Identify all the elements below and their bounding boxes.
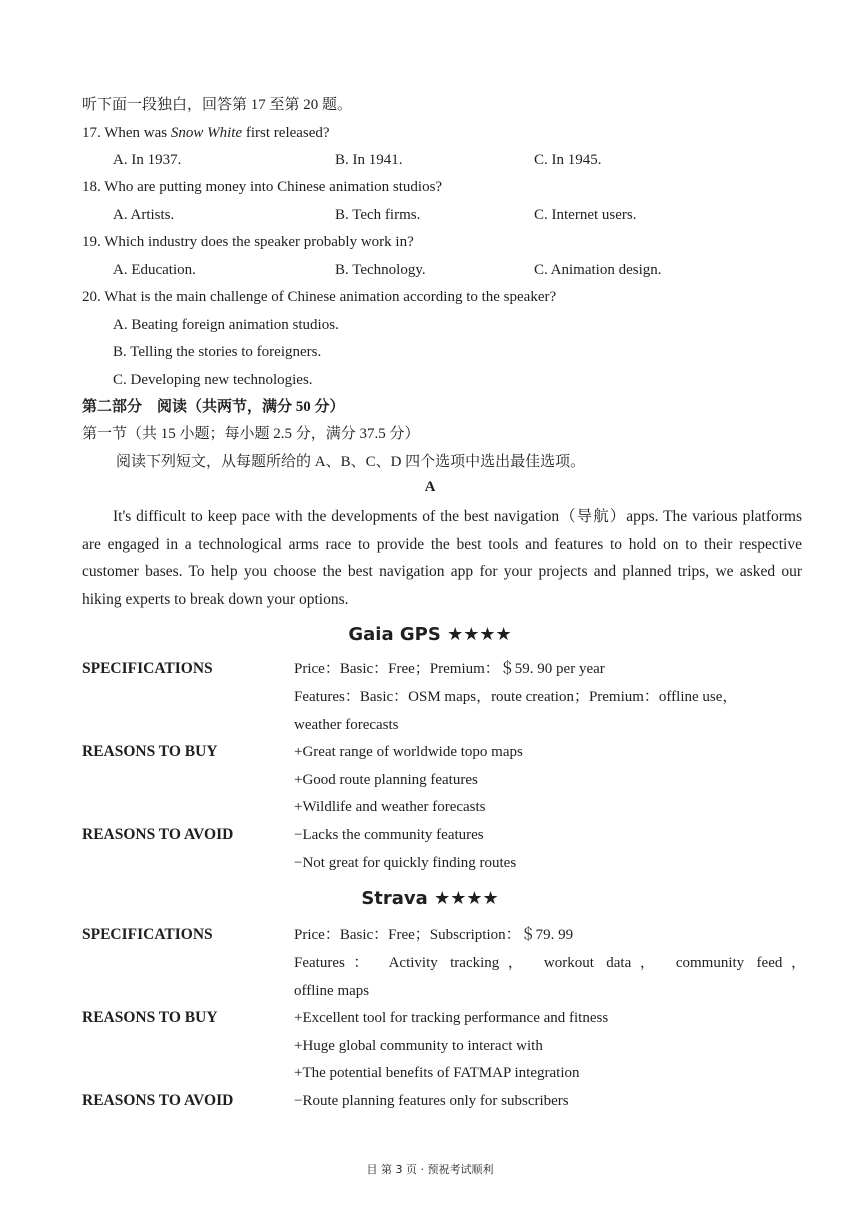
strava-buy-item: +Excellent tool for tracking performance and fitness: [294, 1010, 609, 1026]
app-title-gaia-gps: Gaia GPS ★★★★: [348, 624, 512, 645]
strava-features: Features： Activity tracking， workout data， community feed，: [294, 955, 806, 971]
strava-features-cont: offline maps: [294, 983, 370, 999]
strava-avoid-label: REASONS TO AVOID: [82, 1092, 234, 1109]
q17-option-c: C. In 1945.: [534, 152, 602, 168]
reading-section-title: 第一节（共 15 小题；每小题 2.5 分，满分 37.5 分）: [82, 426, 420, 442]
gaia-spec-label: SPECIFICATIONS: [82, 660, 213, 677]
q17-option-b: B. In 1941.: [335, 152, 403, 168]
passage-letter: A: [424, 479, 436, 495]
q20-option-a: A. Beating foreign animation studios.: [113, 317, 339, 333]
reading-instruction: 阅读下列短文，从每题所给的 A、B、C、D 四个选项中选出最佳选项。: [116, 454, 586, 470]
q17-option-a: A. In 1937.: [113, 152, 182, 168]
gaia-avoid-item: −Not great for quickly finding routes: [294, 855, 517, 871]
question-19-stem: 19. Which industry does the speaker probably work in?: [82, 234, 414, 250]
strava-avoid-item: −Route planning features only for subscribers: [294, 1093, 569, 1109]
page-footer: 目 第 3 页 · 预祝考试顺利: [366, 1163, 494, 1176]
app-title-strava: Strava ★★★★: [361, 888, 499, 909]
question-20-stem: 20. What is the main challenge of Chinese animation according to the speaker?: [82, 289, 557, 305]
gaia-buy-item: +Good route planning features: [294, 772, 478, 788]
strava-buy-item: +Huge global community to interact with: [294, 1038, 543, 1054]
gaia-buy-label: REASONS TO BUY: [82, 743, 218, 760]
listening-instruction: 听下面一段独白，回答第 17 至第 20 题。: [82, 97, 353, 113]
gaia-features-cont: weather forecasts: [294, 717, 399, 733]
strava-buy-item: +The potential benefits of FATMAP integration: [294, 1065, 580, 1081]
gaia-buy-item: +Great range of worldwide topo maps: [294, 744, 523, 760]
q18-option-a: A. Artists.: [113, 207, 175, 223]
q17-stem-title: Snow White: [170, 125, 243, 141]
q19-option-b: B. Technology.: [335, 262, 426, 278]
q17-stem-end: first released?: [242, 125, 330, 141]
gaia-buy-item: +Wildlife and weather forecasts: [294, 799, 486, 815]
passage-intro: It's difficult to keep pace with the developments of the best navigation（导航）apps. The various platforms are engaged in a technological arms race to provide the best tools and features to hold on to their respective customer bases. To help you choose the best navigation app for your projects and planned trips, we asked our hiking experts to break down your options.: [82, 508, 802, 608]
q18-option-b: B. Tech firms.: [335, 207, 421, 223]
question-17-stem: [82, 124, 330, 142]
q20-option-b: B. Telling the stories to foreigners.: [113, 344, 322, 360]
q20-option-c: C. Developing new technologies.: [113, 372, 313, 388]
strava-spec-label: SPECIFICATIONS: [82, 926, 213, 943]
gaia-avoid-label: REASONS TO AVOID: [82, 826, 234, 843]
reading-part-title: 第二部分 阅读（共两节，满分 50 分）: [82, 399, 345, 415]
q19-option-c: C. Animation design.: [534, 262, 662, 278]
gaia-features: Features：Basic：OSM maps，route creation；Premium：offline use，: [294, 689, 738, 705]
strava-buy-label: REASONS TO BUY: [82, 1009, 218, 1026]
q19-option-a: A. Education.: [113, 262, 196, 278]
q18-option-c: C. Internet users.: [534, 207, 637, 223]
question-18-stem: 18. Who are putting money into Chinese animation studios?: [82, 179, 443, 195]
gaia-avoid-item: −Lacks the community features: [294, 827, 484, 843]
q17-stem-start: 17. When was: [82, 125, 171, 141]
gaia-price: Price：Basic：Free；Premium：＄59. 90 per year: [294, 661, 605, 677]
strava-price: Price：Basic：Free；Subscription：＄79. 99: [294, 927, 574, 943]
